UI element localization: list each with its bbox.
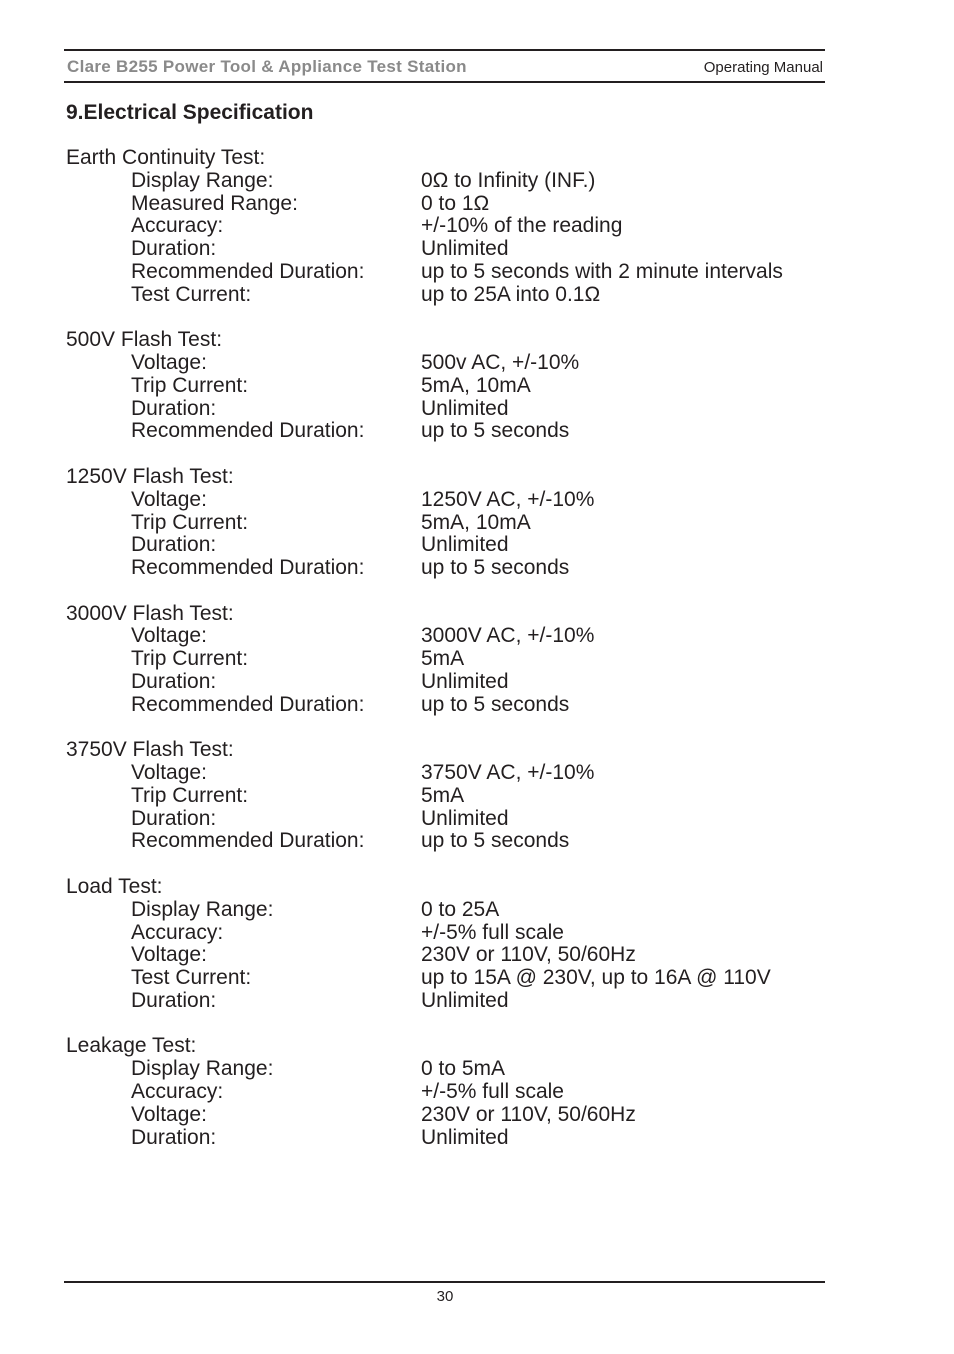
spec-row	[66, 398, 826, 421]
spec-row	[66, 671, 826, 694]
footer-divider	[64, 1281, 825, 1283]
spec-group-title: 3750V Flash Test:	[66, 738, 234, 762]
spec-label: Accuracy:	[131, 920, 224, 944]
spec-group	[66, 739, 826, 853]
spec-row	[66, 694, 826, 717]
spec-group	[66, 1035, 826, 1149]
spec-value: 5mA	[421, 647, 465, 671]
spec-row	[66, 261, 826, 284]
spec-label: Duration:	[131, 988, 217, 1012]
spec-label: Recommended Duration:	[131, 556, 365, 580]
spec-value: up to 5 seconds	[421, 692, 570, 716]
page-header	[64, 49, 825, 83]
spec-label: Trip Current:	[131, 647, 249, 671]
page-number: 30	[436, 1288, 454, 1305]
spec-group-title: 1250V Flash Test:	[66, 464, 234, 488]
spec-label: Trip Current:	[131, 510, 249, 534]
spec-value: 3750V AC, +/-10%	[421, 761, 595, 785]
spec-label: Voltage:	[131, 943, 207, 967]
spec-label: Voltage:	[131, 1102, 207, 1126]
spec-value: Unlimited	[421, 237, 509, 261]
spec-label: Measured Range:	[131, 191, 298, 215]
spec-value: +/-5% full scale	[421, 1080, 564, 1104]
spec-row	[66, 420, 826, 443]
spec-row	[66, 193, 826, 216]
spec-row	[66, 990, 826, 1013]
spec-label: Voltage:	[131, 351, 207, 375]
spec-value: +/-5% full scale	[421, 920, 564, 944]
spec-row	[66, 762, 826, 785]
spec-row	[66, 170, 826, 193]
specification-list	[66, 147, 826, 1172]
spec-group	[66, 466, 826, 580]
spec-group	[66, 603, 826, 717]
document-title: Clare B255 Power Tool & Appliance Test Station	[67, 57, 467, 76]
spec-group-title: Leakage Test:	[66, 1034, 197, 1058]
spec-row	[66, 648, 826, 671]
spec-row	[66, 238, 826, 261]
spec-row	[66, 625, 826, 648]
spec-row	[66, 1127, 826, 1150]
spec-label: Test Current:	[131, 966, 252, 990]
spec-row	[66, 534, 826, 557]
spec-row	[66, 944, 826, 967]
spec-label: Voltage:	[131, 624, 207, 648]
section-title: 9.Electrical Specification	[66, 101, 314, 124]
spec-value: Unlimited	[421, 1125, 509, 1149]
spec-group-title: Load Test:	[66, 874, 163, 898]
spec-row	[66, 215, 826, 238]
spec-row	[66, 967, 826, 990]
spec-row	[66, 899, 826, 922]
spec-label: Recommended Duration:	[131, 692, 365, 716]
spec-group-title: 500V Flash Test:	[66, 328, 223, 352]
spec-row	[66, 1081, 826, 1104]
spec-group-title: 3000V Flash Test:	[66, 601, 234, 625]
spec-row	[66, 1058, 826, 1081]
spec-group	[66, 147, 826, 307]
spec-label: Duration:	[131, 237, 217, 261]
spec-value: Unlimited	[421, 806, 509, 830]
spec-label: Accuracy:	[131, 1080, 224, 1104]
spec-label: Duration:	[131, 670, 217, 693]
spec-label: Display Range:	[131, 168, 274, 192]
spec-value: up to 15A @ 230V, up to 16A @ 110V	[421, 966, 771, 990]
spec-row	[66, 284, 826, 307]
spec-label: Duration:	[131, 533, 217, 557]
manual-label: Operating Manual	[703, 59, 823, 76]
spec-row	[66, 352, 826, 375]
spec-value: 0 to 1Ω	[421, 191, 490, 215]
spec-label: Display Range:	[131, 897, 274, 921]
spec-value: 0Ω to Infinity (INF.)	[421, 168, 596, 192]
spec-label: Recommended Duration:	[131, 259, 365, 283]
spec-row	[66, 512, 826, 535]
spec-label: Duration:	[131, 1125, 217, 1149]
spec-label: Recommended Duration:	[131, 419, 365, 443]
spec-value: 0 to 5mA	[421, 1057, 506, 1081]
spec-row	[66, 785, 826, 808]
spec-value: Unlimited	[421, 988, 509, 1012]
spec-row	[66, 375, 826, 398]
spec-label: Trip Current:	[131, 373, 249, 397]
spec-value: 500v AC, +/-10%	[421, 351, 580, 375]
spec-value: up to 5 seconds	[421, 829, 570, 853]
spec-group-title: Earth Continuity Test:	[66, 146, 266, 169]
spec-row	[66, 1104, 826, 1127]
spec-value: 230V or 110V, 50/60Hz	[421, 943, 636, 967]
spec-group	[66, 876, 826, 1013]
spec-value: up to 5 seconds	[421, 419, 570, 443]
spec-row	[66, 557, 826, 580]
spec-value: 5mA, 10mA	[421, 510, 531, 534]
spec-value: +/-10% of the reading	[421, 214, 623, 238]
spec-row	[66, 830, 826, 853]
spec-value: up to 5 seconds with 2 minute intervals	[421, 259, 783, 283]
spec-group	[66, 329, 826, 443]
spec-row	[66, 489, 826, 512]
spec-value: up to 25A into 0.1Ω	[421, 282, 601, 306]
spec-value: Unlimited	[421, 670, 509, 693]
spec-row	[66, 808, 826, 831]
spec-value: Unlimited	[421, 396, 509, 420]
spec-label: Display Range:	[131, 1057, 274, 1081]
spec-value: 0 to 25A	[421, 897, 500, 921]
spec-label: Duration:	[131, 806, 217, 830]
spec-label: Duration:	[131, 396, 217, 420]
spec-label: Voltage:	[131, 761, 207, 785]
spec-label: Accuracy:	[131, 214, 224, 238]
spec-value: Unlimited	[421, 533, 509, 557]
spec-value: 1250V AC, +/-10%	[421, 487, 595, 511]
spec-label: Test Current:	[131, 282, 252, 306]
spec-value: up to 5 seconds	[421, 556, 570, 580]
spec-label: Recommended Duration:	[131, 829, 365, 853]
spec-value: 5mA, 10mA	[421, 373, 531, 397]
spec-value: 230V or 110V, 50/60Hz	[421, 1102, 636, 1126]
spec-label: Voltage:	[131, 487, 207, 511]
spec-value: 5mA	[421, 783, 465, 807]
spec-label: Trip Current:	[131, 783, 249, 807]
spec-row	[66, 922, 826, 945]
spec-value: 3000V AC, +/-10%	[421, 624, 595, 648]
